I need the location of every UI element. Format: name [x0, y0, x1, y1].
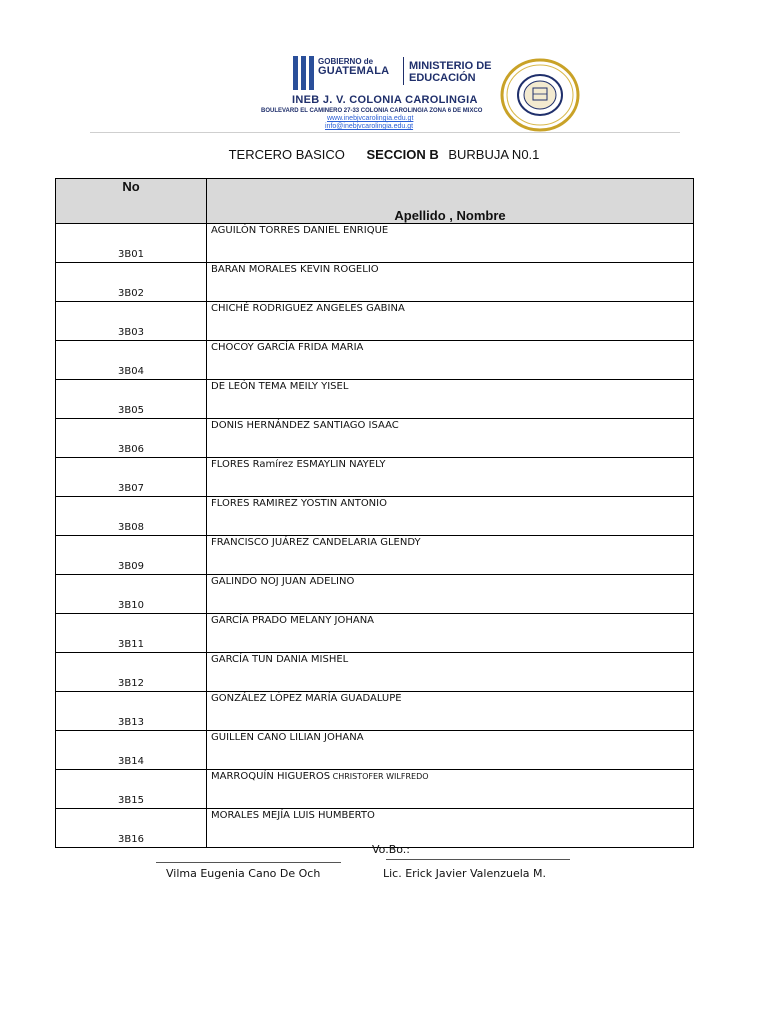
student-number: 3B09	[56, 536, 207, 575]
student-name-cell	[207, 263, 694, 302]
student-name-cell	[207, 692, 694, 731]
school-address: BOULEVARD EL CAMINERO 27-33 COLONIA CAROLINGIA ZONA 6 DE MIXCO	[261, 108, 483, 114]
student-name: GARCÍA TUN DANIA MISHEL	[211, 654, 349, 665]
student-name: GARCÍA PRADO MELANY JOHANA	[211, 615, 375, 626]
student-number: 3B10	[56, 575, 207, 614]
column-header-name: Apellido , Nombre	[207, 179, 694, 224]
grade-label: TERCERO BASICO	[228, 147, 345, 162]
student-name: MORALES MEJÍA LUIS HUMBERTO	[211, 810, 375, 821]
student-name: DONIS HERNÁNDEZ SANTIAGO ISAAC	[211, 420, 399, 431]
student-name-cell	[207, 341, 694, 380]
student-name-cell	[207, 575, 694, 614]
table-row	[56, 575, 694, 614]
student-number: 3B14	[56, 731, 207, 770]
signature-line-left	[156, 862, 341, 863]
table-row	[56, 419, 694, 458]
student-number: 3B05	[56, 380, 207, 419]
student-number: 3B04	[56, 341, 207, 380]
student-name-cell	[207, 497, 694, 536]
student-name-cell	[207, 536, 694, 575]
student-number: 3B03	[56, 302, 207, 341]
student-name: MARROQUÍN HIGUEROS	[211, 771, 331, 782]
column-header-no: No	[56, 179, 207, 224]
student-number: 3B08	[56, 497, 207, 536]
student-number: 3B06	[56, 419, 207, 458]
ministry-line2: EDUCACIÓN	[409, 72, 476, 84]
student-name-cell	[207, 224, 694, 263]
document-title	[0, 147, 768, 162]
school-name: INEB J. V. COLONIA CAROLINGIA	[292, 94, 478, 106]
student-roster-table	[55, 178, 694, 848]
table-row	[56, 302, 694, 341]
table-row	[56, 263, 694, 302]
student-name: GALINDO NOJ JUAN ADELINO	[211, 576, 355, 587]
student-number: 3B11	[56, 614, 207, 653]
table-row	[56, 536, 694, 575]
gov-line1: GOBIERNO de	[318, 57, 374, 66]
email-link[interactable]: info@inebjvcarolingia.edu.gt	[325, 123, 414, 130]
signature-name-left: Vilma Eugenia Cano De Och	[166, 867, 321, 880]
logo-divider	[403, 57, 404, 85]
table-row	[56, 224, 694, 263]
student-name: FLORES RAMIREZ YOSTIN ANTONIO	[211, 498, 387, 509]
student-name-cell	[207, 380, 694, 419]
table-row	[56, 692, 694, 731]
school-seal-icon	[500, 58, 580, 132]
student-name: FLORES Ramírez ESMAYLIN NAYELY	[211, 459, 386, 470]
table-row	[56, 809, 694, 848]
student-number: 3B01	[56, 224, 207, 263]
student-name-cell	[207, 419, 694, 458]
gov-line2: GUATEMALA	[318, 65, 390, 77]
signature-line-right	[386, 859, 570, 860]
student-name-small: CHRISTOFER WILFREDO	[330, 772, 429, 781]
student-name: GONZÁLEZ LÓPEZ MARÍA GUADALUPE	[211, 693, 402, 704]
table-row	[56, 380, 694, 419]
student-name: CHICHÉ RODRIGUEZ ANGELES GABINA	[211, 303, 405, 314]
student-number: 3B02	[56, 263, 207, 302]
table-row	[56, 653, 694, 692]
student-name-cell	[207, 302, 694, 341]
section-label: SECCION B	[366, 147, 439, 162]
student-name-cell	[207, 653, 694, 692]
signature-name-right: Lic. Erick Javier Valenzuela M.	[383, 867, 547, 880]
ministry-name	[409, 60, 492, 84]
table-body	[56, 224, 694, 848]
table-row	[56, 770, 694, 809]
student-number: 3B16	[56, 809, 207, 848]
student-number: 3B12	[56, 653, 207, 692]
website-link[interactable]: www.inebjvcarolingia.edu.gt	[327, 115, 414, 122]
student-name: AGUILÓN TORRES DANIEL ENRIQUE	[211, 225, 389, 236]
header-rule	[90, 132, 680, 133]
student-name: GUILLEN CANO LILIAN JOHANA	[211, 732, 364, 743]
student-number: 3B07	[56, 458, 207, 497]
student-name: FRANCISCO JUÁREZ CANDELARIA GLENDY	[211, 537, 421, 548]
table-header-row	[56, 179, 694, 224]
vobo-label: Vo.Bo.:	[372, 843, 410, 856]
student-name-cell	[207, 809, 694, 848]
student-name-cell	[207, 614, 694, 653]
student-name-cell	[207, 731, 694, 770]
table-row	[56, 497, 694, 536]
table-row	[56, 458, 694, 497]
table-row	[56, 341, 694, 380]
student-name: DE LEÓN TEMA MEILY YISEL	[211, 381, 349, 392]
student-name: BARAN MORALES KEVIN ROGELIO	[211, 264, 379, 275]
table-row	[56, 614, 694, 653]
guatemala-logo-icon	[293, 56, 315, 90]
student-number: 3B15	[56, 770, 207, 809]
table-row	[56, 731, 694, 770]
student-name-cell	[207, 770, 694, 809]
ministry-line1: MINISTERIO DE	[409, 60, 492, 72]
group-label: BURBUJA N0.1	[448, 147, 540, 162]
student-number: 3B13	[56, 692, 207, 731]
student-name: CHOCOY GARCÍA FRIDA MARIA	[211, 342, 364, 353]
student-name-cell	[207, 458, 694, 497]
